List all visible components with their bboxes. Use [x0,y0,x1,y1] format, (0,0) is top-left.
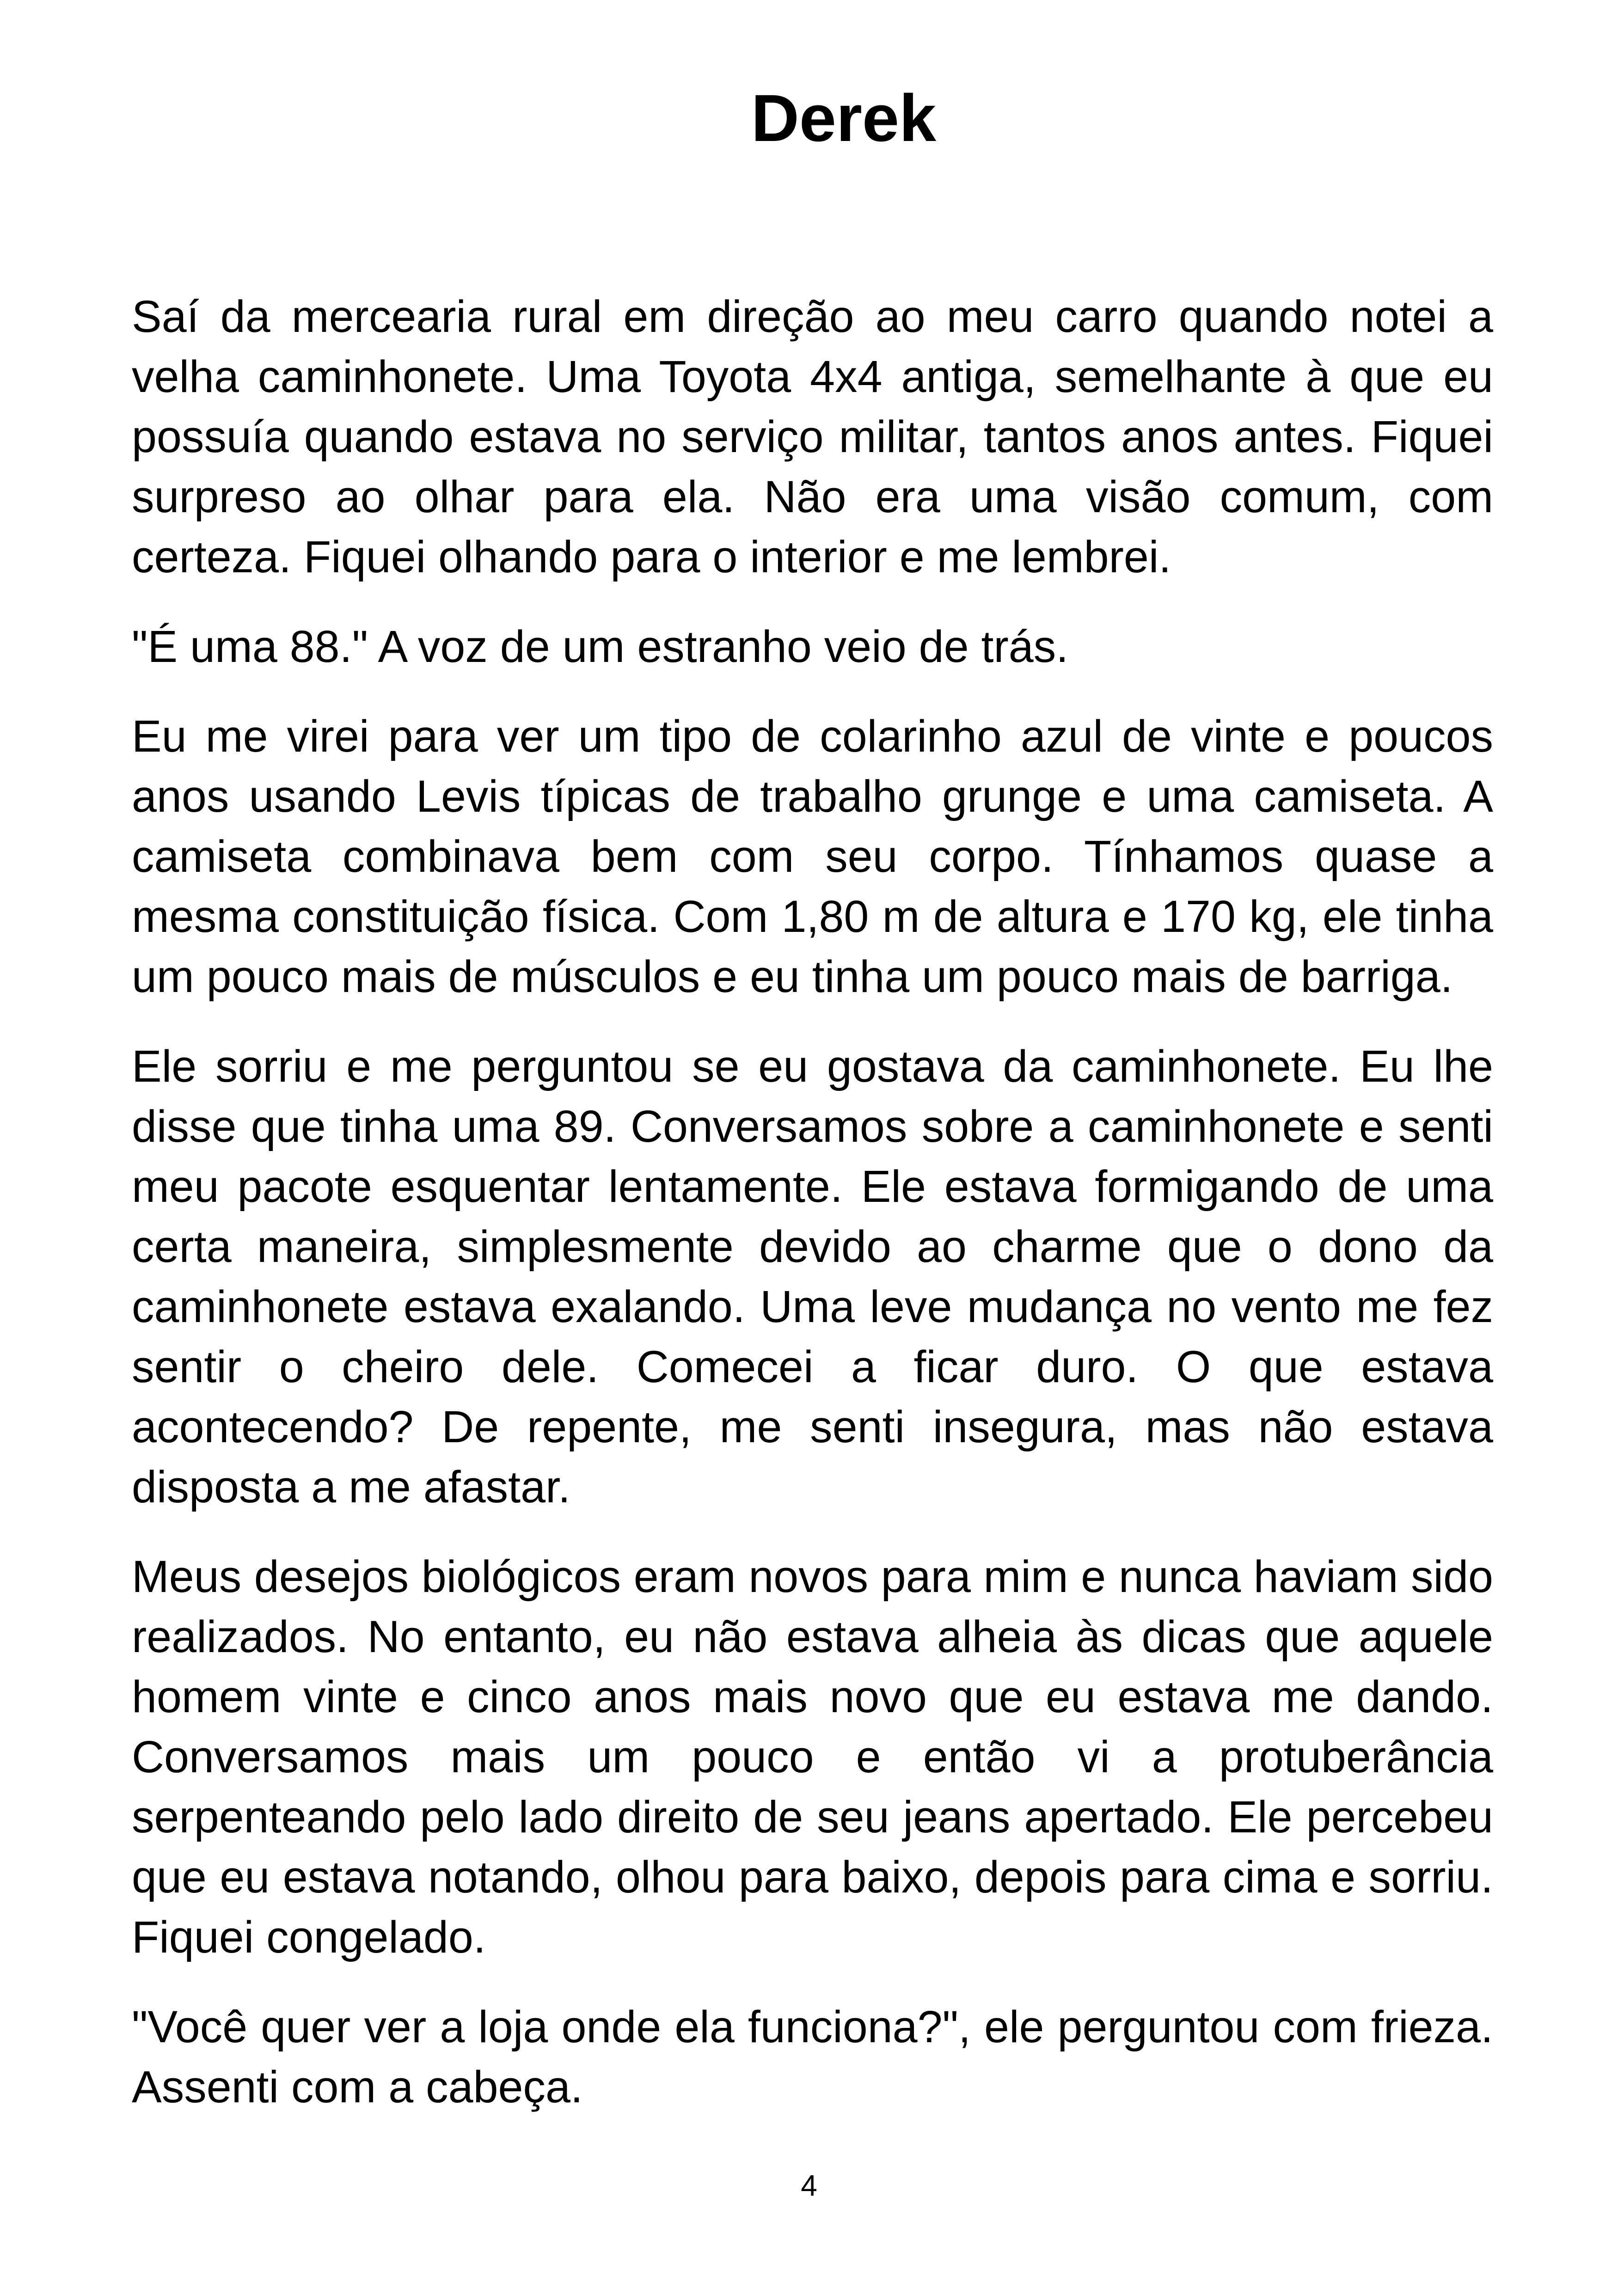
paragraph-2: "É uma 88." A voz de um estranho veio de trás. [132,621,1069,672]
page-number: 4 [801,2169,817,2202]
paragraph-4: Ele sorriu e me perguntou se eu gostava da caminhonete. Eu lhe disse que tinha uma 89. Conversamos sobre a caminhonete e senti meu pacote esquentar lentamente. Ele estava formigando de uma certa maneira, simplesmente devido ao charme que o dono da caminhonete estava exalando. Uma leve mudança no vento me fez sentir o cheiro dele. Comecei a ficar duro. O que estava acontecendo? De repente, me senti insegura, mas não estava disposta a me afastar. [132,1041,1493,1512]
paragraph-1: Saí da mercearia rural em direção ao meu carro quando notei a velha caminhonete. Uma Toyota 4x4 antiga, semelhante à que eu possuía quando estava no serviço militar, tantos anos antes. Fiquei surpreso ao olhar para ela. Não era uma visão comum, com certeza. Fiquei olhando para o interior e me lembrei. [132,291,1493,582]
body-text [132,287,1493,2147]
chapter-title: Derek [751,81,937,155]
paragraph-3: Eu me virei para ver um tipo de colarinho azul de vinte e poucos anos usando Levis típicas de trabalho grunge e uma camiseta. A camiseta combinava bem com seu corpo. Tínhamos quase a mesma constituição física. Com 1,80 m de altura e 170 kg, ele tinha um pouco mais de músculos e eu tinha um pouco mais de barriga. [132,711,1493,1002]
paragraph-6: "Você quer ver a loja onde ela funciona?", ele perguntou com frieza. Assenti com a cabeça. [132,2002,1493,2112]
paragraph-5: Meus desejos biológicos eram novos para mim e nunca haviam sido realizados. No entanto, eu não estava alheia às dicas que aquele homem vinte e cinco anos mais novo que eu estava me dando. Conversamos mais um pouco e então vi a protuberância serpenteando pelo lado direito de seu jeans apertado. Ele percebeu que eu estava notando, olhou para baixo, depois para cima e sorriu. Fiquei congelado. [132,1551,1493,1962]
